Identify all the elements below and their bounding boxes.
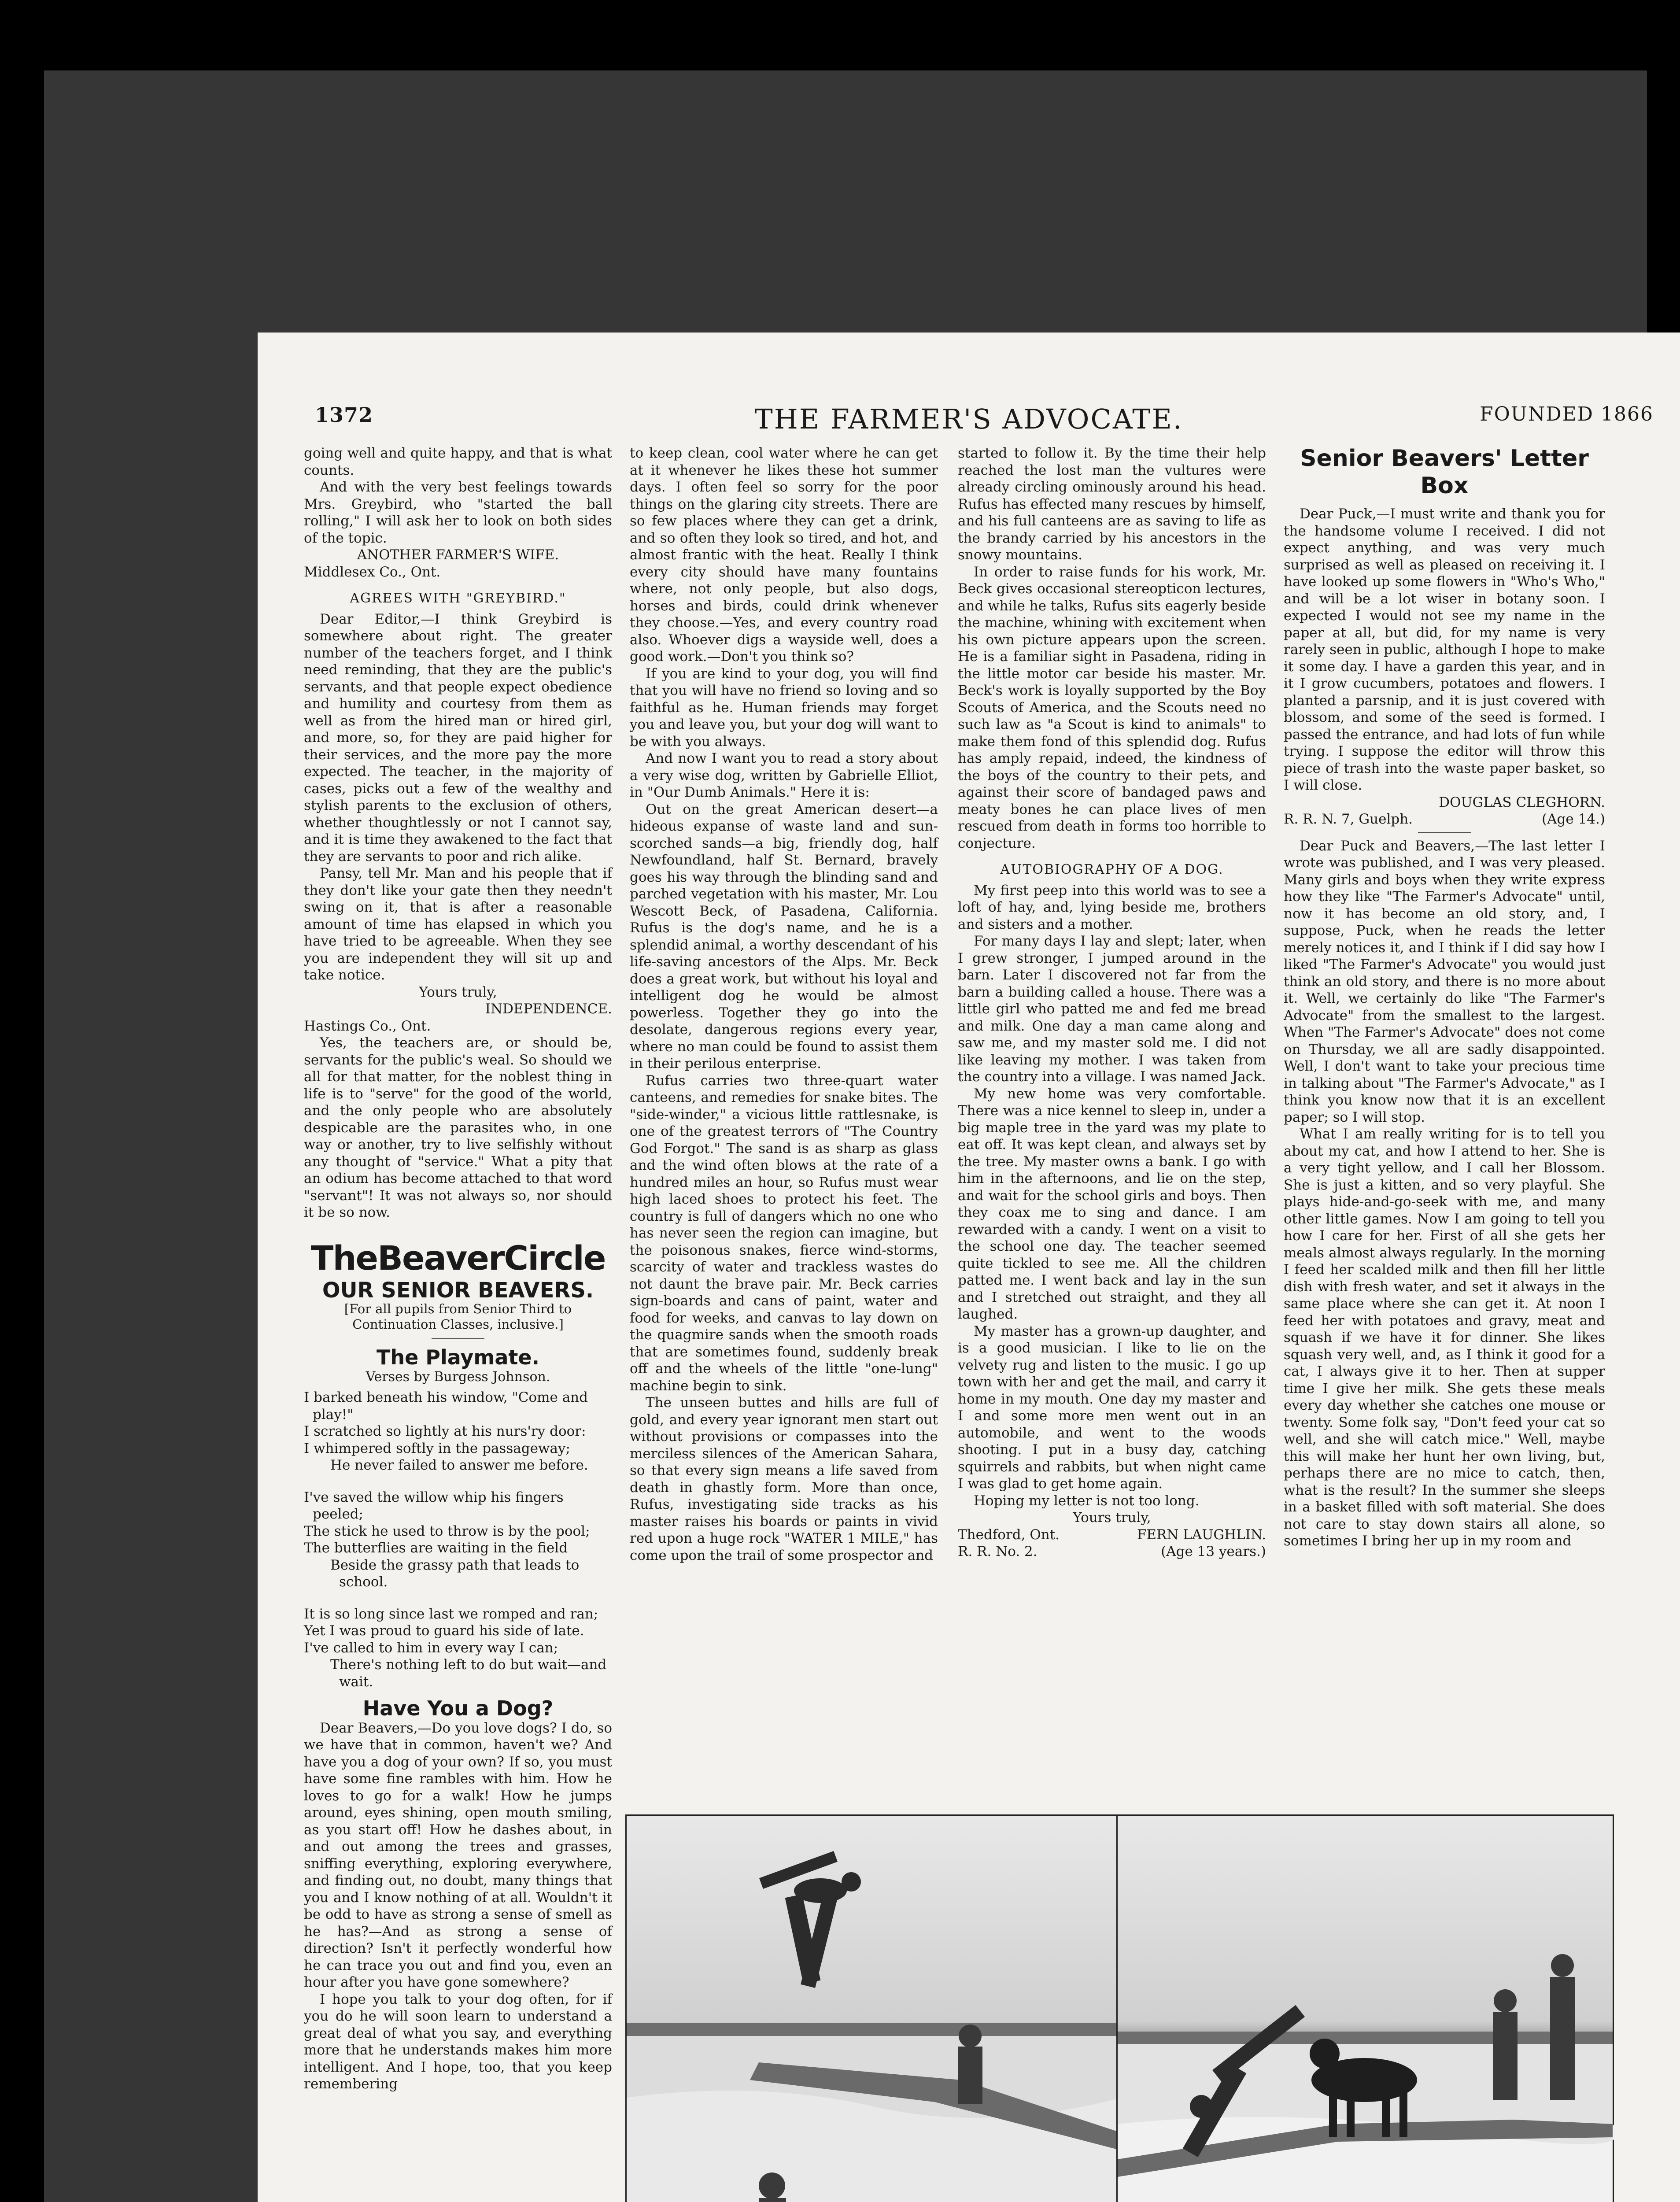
paragraph: My master has a grown-up daughter, and is a good musician. I like to lie on the velvety rug and listen to the music. I go up town with her and get the mail, and carry it home in my mouth. One day my master and I and some more men went out in an automobile, and went to the woods shooting. I put in a busy day, catching squirrels and rabbits, but when night came I was glad to get home again.: [958, 1323, 1266, 1492]
poem-line: The stick he used to throw is by the pool;: [304, 1523, 590, 1539]
signature: FERN LAUGHLIN.: [1137, 1526, 1266, 1543]
section-title: TheBeaverCircle: [310, 1238, 606, 1278]
age: (Age 14.): [1542, 811, 1605, 827]
age: (Age 13 years.): [1161, 1544, 1266, 1559]
poem-line: Yet I was proud to guard his side of late.: [304, 1623, 584, 1639]
paragraph: For many days I lay and slept; later, when I grew stronger, I jumped around in the barn. Later I discovered not far from the barn a building called a house. There was a little girl who patted me and fed me bread and milk. One day a man came along and saw me, and my master sold me. I did not like leaving my mother. I was taken from the country into a village. I was named Jack.: [958, 933, 1266, 1085]
photo-gone: [1116, 1814, 1614, 2202]
paragraph: What I am really writing for is to tell you about my cat, and how I attend to her. She is a very tight yellow, and I call her Blossom. She is just a kitten, and so very playful. She plays hide-and-go-seek with me, and many other little games. Now I am going to tell you how I care for her. First of all she gets her meals almost always regularly. In the morning I feed her scalded milk and then fill her little dish with fresh water, and set it always in the same place where she can get it. At noon I feed her with potatoes and gravy, meat and squash if we have it for dinner. She likes squash very well, and, as I think it good for a cat, I always give it to her. Then at supper time I give her milk. She gets these meals every day whether she catches one mouse or twenty. Some folk say, "Don't feed your cat so well, and she will catch mice." Well, maybe this will make her hunt her own living, but, perhaps there are no mice to catch, then, what is the result? In the summer she sleeps in a basket filled with soft material. She does not care to stay down stairs all alone, so sometimes I bring her up in my room and: [1284, 1126, 1605, 1549]
paragraph: And now I want you to read a story about a very wise dog, written by Gabrielle Elliot, in "Our Dumb Animals." Here it is:: [630, 750, 938, 800]
signature-row: [958, 1543, 1266, 1560]
photo-going-illustration: [627, 1816, 1122, 2202]
paragraph: to keep clean, cool water where he can get at it whenever he likes these hot summer days. I often feel so sorry for the poor things on the glaring city streets. There are so few places where they can get a drink, and so often they look so tired, and hot, and almost frantic with the heat. Really I think every city should have many fountains where, not only people, but also dogs, horses and birds, could drink whenever they choose.—Yes, and every country road also. Whoever digs a wayside well, does a good work.—Don't you think so?: [630, 445, 938, 665]
masthead: THE FARMER'S ADVOCATE.: [754, 403, 1183, 435]
poem-line: I scratched so lightly at his nurs'ry door:: [304, 1423, 586, 1439]
poem-line: The butterflies are waiting in the field: [304, 1540, 568, 1556]
paragraph: Dear Puck,—I must write and thank you for the handsome volume I received. I did not expect anything, and was very much surprised as well as pleased on receiving it. I have looked up some flowers in "Who's Who," and will be a lot wiser in botany soon. I expected I would not see my name in the paper at all, but did, for my name is very rarely seen in public, although I hope to make it some day. I have a garden this year, and in it I grow cucumbers, potatoes and flowers. I planted a parsnip, and it is just covered with blossom, and some of the seed is formed. I passed the entrance, and had lots of fun while trying. I suppose the editor will throw this piece of trash into the waste paper basket, so I will close.: [1284, 506, 1605, 793]
paragraph: In order to raise funds for his work, Mr. Beck gives occasional stereopticon lectures, and while he talks, Rufus sits eagerly beside the machine, whining with excitement when his own picture appears upon the screen. He is a familiar sight in Pasadena, riding in the little motor car beside his master. Mr. Beck's work is loyally supported by the Boy Scouts of America, and the Scouts need no such law as "a Scout is kind to animals" to make them fond of this splendid dog. Rufus has amply repaid, indeed, the kindness of the boys of the country to their pets, and against their score of bandaged paws and meaty bones he can place lives of men rescued from death in forms too horrible to conjecture.: [958, 564, 1266, 851]
closing: Yours truly,: [419, 984, 497, 1000]
founded-date: FOUNDED 1866: [1480, 403, 1654, 425]
closing: Yours truly,: [1073, 1510, 1151, 1526]
paragraph: Dear Puck and Beavers,—The last letter I wrote was published, and I was very pleased. Many girls and boys when they write express how they like "The Farmer's Advocate" until, now it has become an old story, and, I suppose, Puck, when he reads the letter merely notices it, and I think if I did say how I liked "The Farmer's Advocate" you would just think an old story, and there is no more about it. Well, we certainly do like "The Farmer's Advocate" from the smallest to the largest. When "The Farmer's Advocate" does not come on Thursday, we all are sadly disappointed. Well, I don't want to take your precious time in talking about "The Farmer's Advocate," as I think you know now that it is an excellent paper; so I will stop.: [1284, 838, 1605, 1125]
signature-row: [1284, 811, 1605, 828]
poem-line: He never failed to answer me before.: [330, 1457, 588, 1473]
divider: [432, 1338, 484, 1339]
paragraph: Rufus carries two three-quart water canteens, and remedies for snake bites. The "side-winder," a vicious little rattlesnake, is one of the greatest terrors of "The Country God Forgot." The sand is as sharp as glass and the wind often blows at the rate of a hundred miles an hour, so Rufus must wear high laced shoes to protect his feet. The country is full of dangers which no one who has never seen the region can imagine, but the poisonous snakes, fierce wind-storms, scarcity of water and trackless wastes do not daunt the brave pair. Mr. Beck carries sign-boards and cans of paint, water and food for weeks, and canvas to lay down on the quagmire sands when the smooth roads that are sometimes found, suddenly break off and the wheels of the little "one-lung" machine begin to sink.: [630, 1072, 938, 1394]
column-2: [630, 445, 938, 1872]
article-title: Have You a Dog?: [362, 1696, 554, 1720]
signature: ANOTHER FARMER'S WIFE.: [357, 547, 559, 563]
paragraph: My new home was very comfortable. There was a nice kennel to sleep in, under a big maple tree in the yard was my plate to eat off. It was kept clean, and always set by the tree. My master owns a bank. I go with him in the afternoons, and lie on the step, and wait for the school girls and boys. Then they coax me to sing and dance. I am rewarded with a candy. I went on a visit to the school one day. The teacher seemed quite tickled to see me. All the children patted me. I went back and lay in the sun and I stretched out straight, and they all laughed.: [958, 1086, 1266, 1322]
poem-line: I barked beneath his window, "Come and play!": [304, 1389, 588, 1422]
page-number: 1372: [315, 403, 373, 427]
letter-heading: AGREES WITH "GREYBIRD.": [350, 591, 566, 606]
poem-line: It is so long since last we romped and ran;: [304, 1606, 598, 1622]
story-heading: AUTOBIOGRAPHY OF A DOG.: [1000, 862, 1224, 877]
column-1: [304, 445, 612, 2092]
location: Thedford, Ont.: [958, 1526, 1060, 1543]
column-3: [958, 445, 1266, 1779]
paragraph: started to follow it. By the time their help reached the lost man the vultures were already circling ominously around his head. Rufus has effected many rescues by himself, and his full canteens are as saving to life as the brandy carried by his ancestors in the snowy mountains.: [958, 445, 1266, 563]
stanza-gap: [304, 1591, 612, 1606]
divider: [1418, 832, 1471, 833]
paragraph: Dear Beavers,—Do you love dogs? I do, so we have that in common, haven't we? And have you a dog of your own? If so, you must have some fine rambles with him. How he loves to go for a walk! How he jumps around, eyes shining, open mouth smiling, as you start off! How he dashes about, in and out among the trees and grasses, sniffing everything, exploring everywhere, and finding out, no doubt, many things that you and I know nothing of at all. Wouldn't it be odd to have as strong a sense of smell as he has?—And as strong a sense of direction? Isn't it perfectly wonderful how he can trace you out and find you, even an hour after you have gone somewhere?: [304, 1720, 612, 1990]
paragraph: Pansy, tell Mr. Man and his people that if they don't like your gate then they needn't swing on it, that is after a reasonable amount of time has elapsed in which you have tried to be agreeable. When they see you are independent they will sit up and take notice.: [304, 865, 612, 983]
paragraph: The unseen buttes and hills are full of gold, and every year ignorant men start out without provisions or compasses into the merciless silences of the American Sahara, so that every sign means a life saved from death in ghastly form. More than once, Rufus, investigating side tracks as his master raises his boards or paints in vivid red upon a huge rock "WATER 1 MILE," has come upon the trail of some prospector and: [630, 1395, 938, 1563]
section-title: Senior Beavers' Letter Box: [1300, 445, 1589, 499]
poem-title: The Playmate.: [376, 1345, 540, 1369]
location: Middlesex Co., Ont.: [304, 564, 441, 580]
photo-gone-illustration: [1118, 1816, 1613, 2202]
paragraph: I hope you talk to your dog often, for if you do he will soon learn to understand a great deal of what you say, and everything more that he understands makes him more intelligent. And I hope, too, that you keep remembering: [304, 1991, 612, 2092]
stanza-gap: [304, 1474, 612, 1489]
signature: DOUGLAS CLEGHORN.: [1439, 794, 1605, 810]
poem-line: I've called to him in every way I can;: [304, 1640, 558, 1656]
poem-byline: Verses by Burgess Johnson.: [366, 1369, 550, 1385]
subsection-title: OUR SENIOR BEAVERS.: [322, 1278, 594, 1303]
paragraph: Yes, the teachers are, or should be, servants for the public's weal. So should we all for that matter, for the noblest thing in life is to "serve" for the good of the world, and the only people who are absolutely despicable are the parasites who, in one way or another, try to live selfishly without any thought of "service." What a pity that an odium has become attached to that word "servant"! It was not always so, nor should it be so now.: [304, 1035, 612, 1220]
paragraph: going well and quite happy, and that is what counts.: [304, 445, 612, 478]
poem-line: There's nothing left to do but wait—and wait.: [330, 1657, 607, 1690]
signature-row: [958, 1526, 1266, 1544]
location: R. R. N. 7, Guelph.: [1284, 811, 1413, 827]
location: Hastings Co., Ont.: [304, 1018, 431, 1034]
location: R. R. No. 2.: [958, 1544, 1038, 1559]
poem-line: I've saved the willow whip his fingers peeled;: [304, 1489, 564, 1522]
paragraph: My first peep into this world was to see a loft of hay, and, lying beside me, brothers and sisters and a mother.: [958, 882, 1266, 932]
paragraph: Hoping my letter is not too long.: [974, 1493, 1200, 1509]
paragraph: Dear Editor,—I think Greybird is somewhere about right. The greater number of the teachers forget, and I think need reminding, that they are the public's servants, and that people expect obedience and humility and courtesy from them as well as from the hired man or hired girl, and more, so, for they are paid higher for their services, and the more pay the more expected. The teacher, in the majority of cases, picks out a few of the wealthy and stylish parents to the exclusion of others, whether thoughtlessly or not I cannot say, and it is time they awakened to the fact that they are servants to poor and rich alike.: [304, 611, 612, 865]
photo-going: [625, 1814, 1123, 2202]
column-4: [1284, 445, 1605, 1792]
signature: INDEPENDENCE.: [485, 1001, 612, 1017]
poem-line: Beside the grassy path that leads to school.: [330, 1557, 580, 1590]
paragraph: Out on the great American desert—a hideous expanse of waste land and sun-scorched sands—a big, friendly dog, half Newfoundland, half St. Bernard, bravely goes his way through the blinding sand and parched vegetation with his master, Mr. Lou Wescott Beck, of Pasadena, California. Rufus is the dog's name, and he is a splendid animal, a worthy descendant of his life-saving ancestors of the Alps. Mr. Beck does a great work, but without his loyal and intelligent dog he would be almost powerless. Together they go into the desolate, dangerous regions every year, where no man could be found to assist them in their perilous enterprise.: [630, 801, 938, 1071]
section-note: [For all pupils from Senior Third to Continuation Classes, inclusive.]: [344, 1301, 572, 1332]
newspaper-page: [258, 333, 1680, 2202]
poem-line: I whimpered softly in the passageway;: [304, 1440, 570, 1456]
paragraph: If you are kind to your dog, you will find that you will have no friend so loving and so faithful as he. Human friends may forget you and leave you, but your dog will want to be with you always.: [630, 665, 938, 750]
paragraph: And with the very best feelings towards Mrs. Greybird, who "started the ball rolling," I will ask her to look on both sides of the topic.: [304, 479, 612, 546]
